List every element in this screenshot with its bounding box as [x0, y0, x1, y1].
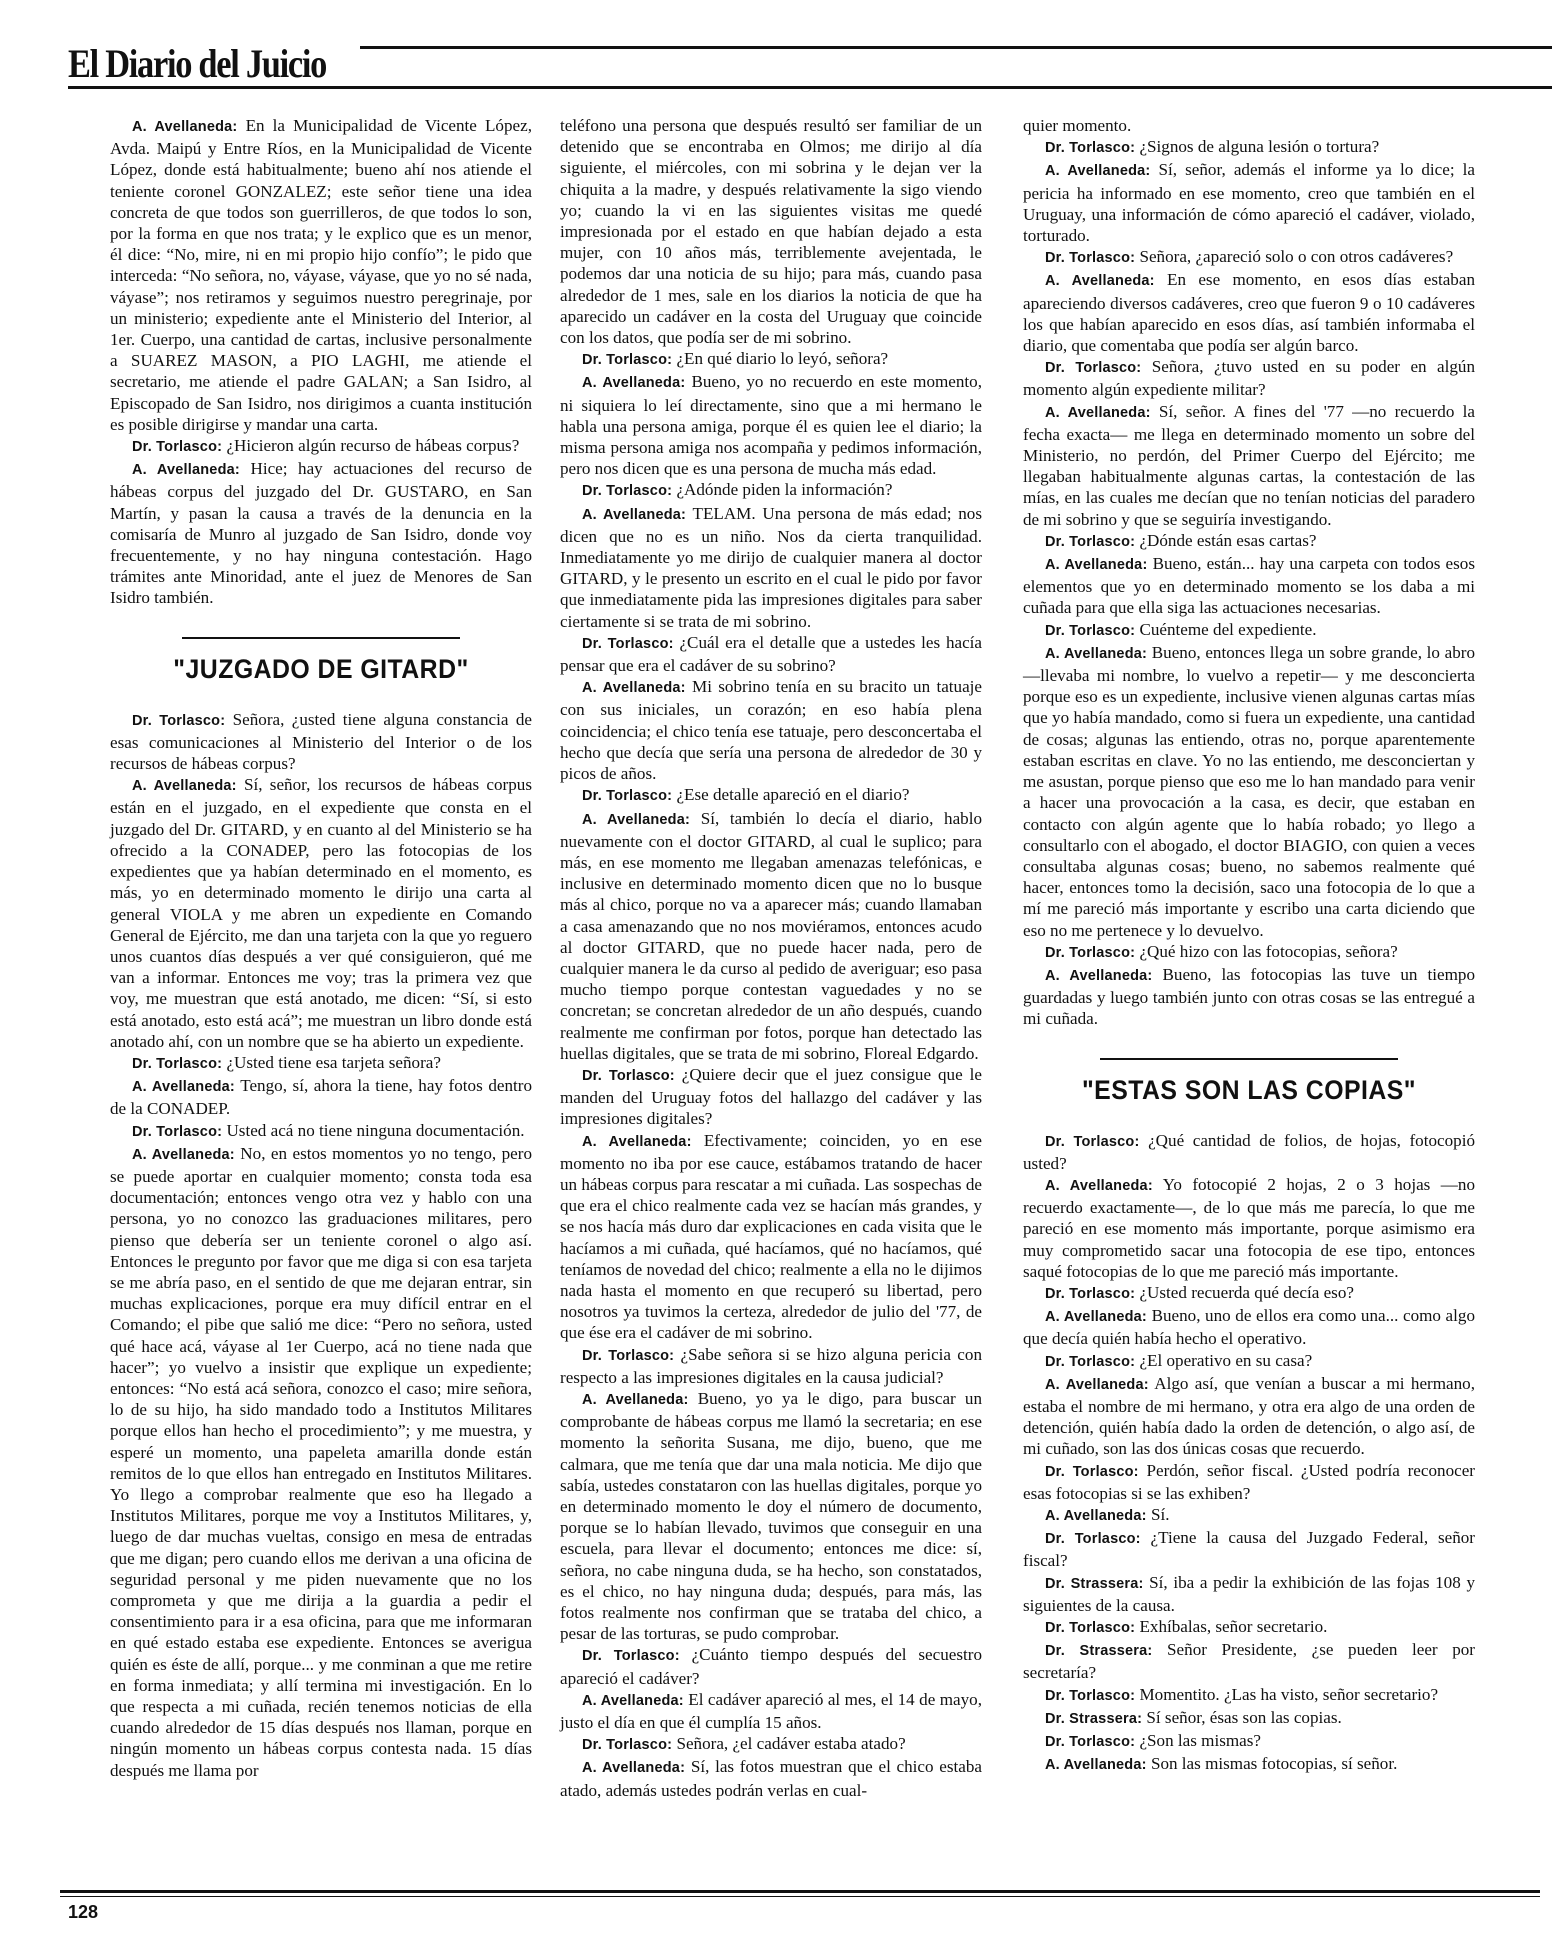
transcript-paragraph	[1023, 1130, 1475, 1174]
speaker-label: Dr. Torlasco:	[1045, 1620, 1136, 1636]
transcript-paragraph	[1023, 136, 1475, 159]
speaker-label: Dr. Torlasco:	[1045, 1687, 1136, 1704]
transcript-paragraph	[560, 1064, 982, 1130]
speaker-label: Dr. Torlasco:	[1045, 1133, 1140, 1150]
masthead-rule-top	[360, 46, 1552, 49]
transcript-paragraph	[110, 1120, 532, 1143]
paragraph-text: ¿Usted tiene esa tarjeta señora?	[226, 1052, 441, 1072]
paragraph-text: ¿Cuánto tiempo después del secuestro apareció el cadáver?	[560, 1645, 982, 1688]
paragraph-text: Usted acá no tiene ninguna documentación.	[226, 1120, 525, 1140]
column-3	[1023, 115, 1475, 1776]
transcript-paragraph	[560, 479, 982, 502]
page-number: 128	[68, 1902, 99, 1922]
speaker-label: Dr. Torlasco:	[582, 1648, 680, 1665]
paragraph-text: Sí, iba a pedir la exhibición de las fojas 108 y siguientes de la causa.	[1023, 1572, 1475, 1615]
speaker-label: A. Avellaneda:	[582, 680, 686, 697]
transcript-paragraph	[560, 808, 982, 1064]
transcript-paragraph	[560, 503, 982, 632]
paragraph-text: ¿Qué cantidad de folios, de hojas, fotocopió usted?	[1023, 1130, 1475, 1173]
speaker-label: Dr. Torlasco:	[132, 1055, 223, 1072]
speaker-label: A. Avellaneda:	[1045, 1507, 1147, 1524]
paragraph-text: Bueno, yo no recuerdo en este momento, ni siquiera lo leí directamente, sino que a mi hermano le habla una persona amiga, porque él es quien lee el diario; la misma persona amiga nos acompaña y pedimos información, pero nos dicen que es una persona de mucha más edad.	[560, 372, 982, 479]
speaker-label: Dr. Torlasco:	[1045, 533, 1136, 550]
paragraph-text: teléfono una persona que después resultó ser familiar de un detenido que se encontraba en Olmos; me dirijo al día siguiente, el miércoles, con mi sobrina y le dejan ver la chiquita a la madre, y después relativamente la sigo viendo yo; cuando la vi en las siguientes visitas me quedé impresionada por el estado en que habían dejado a esta mujer, con 10 años más, terriblemente avejentada, le podemos dar una noticia de su hijo; para más, cuando pasa alrededor de 1 mes, sale en los diarios la noticia de que ha aparecido un cadáver en la costa del Uruguay que coincide con los datos, que podía ser de mi sobrino.	[560, 116, 982, 348]
transcript-paragraph	[110, 774, 532, 1052]
speaker-label: Dr. Torlasco:	[582, 788, 673, 805]
speaker-label: Dr. Torlasco:	[132, 1123, 223, 1140]
paragraph-text: ¿Adónde piden la información?	[676, 480, 893, 500]
speaker-label: Dr. Torlasco:	[1045, 622, 1136, 639]
speaker-label: Dr. Torlasco:	[1045, 1285, 1136, 1302]
transcript-paragraph	[1023, 553, 1475, 619]
transcript-paragraph	[560, 1644, 982, 1688]
transcript-paragraph	[560, 1388, 982, 1644]
transcript-paragraph	[1023, 1282, 1475, 1305]
paragraph-text: ¿Ese detalle apareció en el diario?	[676, 785, 910, 805]
paragraph-text: Cuénteme del expediente.	[1139, 619, 1317, 639]
masthead	[68, 40, 1552, 88]
speaker-label: A. Avellaneda:	[582, 1760, 686, 1777]
paragraph-text: Bueno, uno de ellos era como una... como algo que decía quién había hecho el operativo.	[1023, 1306, 1475, 1349]
paragraph-text: En la Municipalidad de Vicente López, Avda. Maipú y Entre Ríos, en la Municipalidad de Vicente López, donde está habitualmente; bueno ahí nos atiende el teniente coronel GONZALEZ; este señor tiene una idea concreta de que todos son guerrilleros, de que todos lo son, por la forma en que nos trata; y le explico que es un menor, él dice: “No, mire, ni en mi propio hijo confío”; le pido que interceda: “No señora, no, váyase, váyase, que yo no sé nada, váyase”; nos retiramos y seguimos nuestro peregrinaje, por un ministerio; expediente ante el Ministerio del Interior, al 1er. Cuerpo, una cantidad de cartas, inclusive personalmente a SUAREZ MASON, a PIO LAGHI, me atiende el secretario, me atiende el padre GALAN; a San Isidro, al Episcopado de San Isidro, nos dirigimos a cuanta institución es posible dirigirse y mandar una carta.	[110, 116, 532, 434]
transcript-paragraph	[1023, 269, 1475, 356]
transcript-paragraph	[560, 1344, 982, 1388]
speaker-label: Dr. Strassera:	[1045, 1643, 1153, 1660]
speaker-label: A. Avellaneda:	[132, 1079, 235, 1096]
paragraph-text: ¿Hicieron algún recurso de hábeas corpus?	[226, 436, 520, 456]
paragraph-text: Señora, ¿tuvo usted en su poder en algún momento algún expediente militar?	[1023, 357, 1475, 400]
masthead-title: El Diario del Juicio	[68, 41, 326, 86]
paragraph-text: Tengo, sí, ahora la tiene, hay fotos dentro de la CONADEP.	[110, 1076, 532, 1119]
speaker-label: A. Avellaneda:	[1045, 163, 1151, 180]
transcript-paragraph	[110, 1143, 532, 1781]
paragraph-text: quier momento.	[1023, 116, 1132, 135]
speaker-label: A. Avellaneda:	[582, 1133, 692, 1150]
paragraph-text: Señora, ¿usted tiene alguna constancia de esas comunicaciones al Ministerio del Interior o de los recursos de hábeas corpus?	[110, 709, 532, 774]
section-divider	[1100, 1058, 1398, 1060]
transcript-paragraph	[1023, 530, 1475, 553]
transcript-paragraph	[110, 458, 532, 608]
transcript-paragraph	[1023, 1504, 1475, 1527]
transcript-paragraph	[1023, 1350, 1475, 1373]
paragraph-text: Efectivamente; coinciden, yo en ese momento no iba por ese cauce, estábamos tratando de hacer un hábeas corpus para rescatar a mi cuñada. Las sospechas de que era el chico realmente cada vez se hacían más grandes, y se nos hacía más duro dar explicaciones en cada visita que le hacíamos a mi cuñada, qué hacíamos, qué no hacíamos, qué teníamos de novedad del chico; realmente a ella no le dijimos nada hasta el momento en que recuperó su libertad, pero nosotros ya tuvimos la certeza, alrededor de julio del '77, de que ése era el cadáver de mi sobrino.	[560, 1130, 982, 1343]
paragraph-text: Bueno, yo ya le digo, para buscar un comprobante de hábeas corpus me llamó la secretaria; en ese momento la señorita Susana, me dijo, bueno, que me calmara, que me tenía que dar una mala noticia. Me dijo que sabía, ustedes constataron con las huellas digitales, porque yo en determinado momento le doy el número de documento, porque se lo habían llevado, tuvimos que conseguir en una escuela, para llevar el documento; entonces me dice: sí, señora, no cabe ninguna duda, se ha hecho, son constatados, es el chico, no hay ninguna duda; después, para más, las fotos realmente nos confirman que se trataba del chico, a pesar de las torturas, se pudo comprobar.	[560, 1388, 982, 1644]
paragraph-text: ¿Usted recuerda qué decía eso?	[1139, 1282, 1354, 1302]
section-heading: "ESTAS SON LAS COPIAS"	[1081, 1074, 1417, 1105]
transcript-paragraph	[1023, 246, 1475, 269]
transcript-paragraph	[110, 435, 532, 458]
speaker-label: Dr. Torlasco:	[1045, 250, 1136, 267]
speaker-label: Dr. Torlasco:	[582, 483, 673, 500]
speaker-label: A. Avellaneda:	[582, 811, 691, 828]
transcript-paragraph	[1023, 1639, 1475, 1683]
paragraph-text: El cadáver apareció al mes, el 14 de mayo, justo el día en que él cumplía 15 años.	[560, 1689, 982, 1733]
transcript-paragraph	[1023, 1753, 1475, 1776]
speaker-label: A. Avellaneda:	[1045, 1757, 1147, 1774]
speaker-label: A. Avellaneda:	[1045, 1309, 1147, 1326]
paragraph-text: ¿Quiere decir que el juez consigue que le manden del Uruguay fotos del hallazgo del cadáver y las impresiones digitales?	[560, 1064, 982, 1129]
speaker-label: A. Avellaneda:	[1045, 1177, 1153, 1194]
transcript-paragraph	[1023, 1305, 1475, 1349]
transcript-paragraph	[560, 1756, 982, 1800]
transcript-paragraph	[1023, 1174, 1475, 1282]
speaker-label: A. Avellaneda:	[132, 778, 237, 795]
transcript-paragraph	[1023, 941, 1475, 964]
transcript-paragraph	[560, 784, 982, 807]
paragraph-text: Sí, las fotos muestran que el chico estaba atado, además ustedes podrán verlas en cual-	[560, 1757, 982, 1800]
paragraph-text: Sí señor, ésas son las copias.	[1146, 1707, 1342, 1727]
paragraph-text: Son las mismas fotocopias, sí señor.	[1150, 1754, 1398, 1774]
speaker-label: Dr. Torlasco:	[1045, 1531, 1141, 1548]
speaker-label: Dr. Torlasco:	[582, 1067, 675, 1084]
speaker-label: A. Avellaneda:	[132, 1146, 235, 1163]
speaker-label: A. Avellaneda:	[1045, 645, 1148, 662]
speaker-label: Dr. Torlasco:	[132, 439, 223, 456]
column-1	[110, 115, 532, 1781]
speaker-label: A. Avellaneda:	[582, 1391, 689, 1408]
paragraph-text: Sí.	[1150, 1504, 1170, 1524]
speaker-label: A. Avellaneda:	[132, 462, 240, 479]
paragraph-text: Bueno, están... hay una carpeta con todos esos elementos que yo en determinado momento se los daba a mi cuñada para que ella siga las actuaciones necesarias.	[1023, 554, 1475, 618]
transcript-paragraph	[560, 348, 982, 371]
speaker-label: A. Avellaneda:	[1045, 404, 1151, 421]
column-2	[560, 115, 982, 1801]
masthead-rule-bottom	[68, 86, 1552, 89]
paragraph-text: Sí, también lo decía el diario, hablo nuevamente con el doctor GITARD, al cual le suplico; para más, en ese momento me llegaban amenazas telefónicas, e inclusive en determinado momento dicen que no lo busque más al chico, porque no va a aparecer más; cuando llamaban a casa amenazando que no nos moviéramos, entonces acudo al doctor GITARD, que no puede hacer nada, pero de cualquier manera le da curso al pedido de averiguar; eso pasa mucho tiempo porque contestan vaguedades y no se concretan; se concretan alrededor de un año después, cuando realmente me confirman por fotos, porque han detectado las huellas digitales, que se trata de mi sobrino, Floreal Edgardo.	[560, 808, 982, 1063]
speaker-label: A. Avellaneda:	[1045, 967, 1153, 984]
transcript-paragraph	[1023, 115, 1475, 136]
transcript-paragraph	[560, 371, 982, 479]
paragraph-text: TELAM. Una persona de más edad; nos dicen que no es un niño. Nos da cierta tranquilidad. Inmediatamente yo me dirijo de cualquier manera al doctor GITARD, y le presento un escrito en el cual le pido por favor que inmediatamente pida las impresiones digitales para saber ciertamente si se trata de mi sobrino.	[560, 503, 982, 631]
paragraph-text: Señora, ¿apareció solo o con otros cadáveres?	[1139, 247, 1454, 267]
paragraph-text: Sí, señor. A fines del '77 —no recuerdo la fecha exacta— me llega en determinado momento un sobre del Ministerio, no perdón, del Primer Cuerpo del Ejército; me llegaban habitualmente algunas cartas, la contestación de las mías, en las cuales me decían que no tenían noticias del paradero de mi sobrino y que se seguiría investigando.	[1023, 401, 1475, 529]
paragraph-text: Hice; hay actuaciones del recurso de hábeas corpus del juzgado del Dr. GUSTARO, en San Martín, y pasan la causa a través de la denuncia en la comisaría de Munro al juzgado de San Isidro, donde voy frecuentemente, y no hay ninguna contestación. Hago trámites ante Minoridad, ante el juez de Menores de San Isidro también.	[110, 459, 532, 608]
paragraph-text: Perdón, señor fiscal. ¿Usted podría reconocer esas fotocopias si se las exhiben?	[1023, 1460, 1475, 1503]
speaker-label: A. Avellaneda:	[582, 375, 686, 392]
paragraph-text: ¿Qué hizo con las fotocopias, señora?	[1139, 941, 1398, 961]
transcript-paragraph	[1023, 1616, 1475, 1639]
paragraph-text: Yo fotocopié 2 hojas, 2 o 3 hojas —no recuerdo exactamente—, de lo que más me parecía, lo que me pareció en ese momento más importante, porque asimismo era muy comprometido sacar una fotocopia de ese tipo, entonces saqué fotocopias de lo que me pareció más importante.	[1023, 1174, 1475, 1281]
section-heading: "JUZGADO DE GITARD"	[173, 653, 469, 684]
paragraph-text: ¿Signos de alguna lesión o tortura?	[1139, 137, 1380, 157]
speaker-label: A. Avellaneda:	[582, 1692, 684, 1709]
paragraph-text: ¿Tiene la causa del Juzgado Federal, señor fiscal?	[1023, 1528, 1475, 1571]
speaker-label: A. Avellaneda:	[132, 119, 238, 135]
speaker-label: Dr. Strassera:	[1045, 1575, 1144, 1592]
transcript-paragraph	[560, 115, 982, 348]
footer-rule-thin	[60, 1896, 1540, 1897]
speaker-label: A. Avellaneda:	[582, 506, 687, 523]
transcript-paragraph	[1023, 1527, 1475, 1571]
speaker-label: Dr. Torlasco:	[1045, 360, 1142, 377]
paragraph-text: No, en estos momentos yo no tengo, pero se puede aportar en cualquier momento; consta toda esa documentación; entonces vengo otra vez y hablo con una persona, yo no conozco las graduaciones militares, pero pienso que debería ser un teniente coronel o algo así. Entonces le pregunto por favor que me diga si con esa tarjeta se me abría paso, en el sentido de que me dejaran entrar, sin muchas explicaciones, porque era muy difícil entrar en el Comando; el pibe que salió me dice: “Pero no señora, usted qué hace acá, váyase al 1er Cuerpo, acá no tiene nada que hacer”; yo vuelvo a insistir que explique un expediente; entonces: “No está acá señora, conozco el caso; mire señora, lo de su hijo, ha sido mandado todo a Institutos Militares porque ellos han hecho el procedimiento”; y me muestra, y esperé un momento, una papeleta amarilla donde están remitos de lo que ellos han entregado en Institutos Militares. Yo llego a comprobar realmente que eso ha llegado a Institutos Militares, porque me voy a Institutos Militares, y, luego de dar muchas vueltas, consigo en mesa de entradas que me digan; pero cuando ellos me derivan a una oficina de seguridad personal y me piden nuevamente que no los comprometa y que me dirija a la guardia a pedir el consentimiento para ir a esa oficina, para que me informaran en qué estado estaba ese expediente. Entonces se averigua quién es éste de allí, porque... y me conminan a que me retire en forma inmediata; y allí termina mi investigación. En lo que respecta a mi cuñada, recién tenemos noticias de ella cuando alrededor de 15 días después nos llaman, porque en ningún momento un hábeas corpus contesta nada. 15 días después me llama por	[110, 1143, 532, 1780]
transcript-paragraph	[1023, 356, 1475, 400]
speaker-label: Dr. Torlasco:	[582, 1737, 673, 1754]
transcript-paragraph	[1023, 159, 1475, 246]
transcript-paragraph	[560, 632, 982, 676]
speaker-label: Dr. Torlasco:	[1045, 1353, 1136, 1370]
paragraph-text: ¿En qué diario lo leyó, señora?	[676, 349, 889, 369]
transcript-paragraph	[1023, 964, 1475, 1030]
speaker-label: Dr. Torlasco:	[582, 635, 674, 652]
transcript-paragraph	[1023, 642, 1475, 941]
transcript-paragraph	[560, 1733, 982, 1756]
paragraph-text: ¿Sabe señora si se hizo alguna pericia con respecto a las impresiones digitales en la causa judicial?	[560, 1344, 982, 1387]
paragraph-text: Sí, señor, los recursos de hábeas corpus están en el juzgado, en el expediente que consta en el juzgado del Dr. GITARD, y en cuanto al del Ministerio se ha ofrecido a la CONADEP, pero las fotocopias de los expedientes que ya habían determinado en el momento, es más, yo en determinado momento le dirijo una carta al general VIOLA y me abren un expediente en Comando General de Ejército, me dan una tarjeta con la que yo reguero unos cuantos días después a ver qué consiguieron, qué me van a informar. Entonces me voy; tras la primera vez que voy, me muestran que está anotado, me dicen: “Sí, si esto está anotado, esto está acá”; me muestran un libro donde está anotado ahí, con un nombre que se ha abierto un expediente.	[110, 775, 532, 1051]
transcript-paragraph	[560, 1130, 982, 1344]
transcript-paragraph	[560, 1689, 982, 1733]
section-heading-block	[1023, 1058, 1475, 1106]
section-divider	[182, 637, 461, 639]
paragraph-text: Exhíbalas, señor secretario.	[1139, 1617, 1328, 1636]
transcript-paragraph	[110, 1052, 532, 1075]
transcript-paragraph	[1023, 1460, 1475, 1504]
speaker-label: Dr. Torlasco:	[1045, 944, 1136, 961]
speaker-label: Dr. Torlasco:	[582, 352, 673, 369]
paragraph-text: Bueno, entonces llega un sobre grande, lo abro —llevaba mi nombre, lo vuelvo a repetir— y me desconcierta porque eso es un expediente, inclusive vienen algunas cartas mías que yo había mandado, como si fuera un expediente, una cantidad de cosas; algunas las entiendo, otras no, porque aparentemente estaban escritas en clave. Yo no las entiendo, me desconciertan y me asustan, porque pienso que eso me lo han mandado para venir a hacer una provocación a la casa, es decir, que estaban en contacto con algún agente que lo había robado; yo llego a consultarlo con el abogado, el doctor BIAGIO, con quien a veces consultaba algunas cosas; bueno, no sabemos realmente qué hacer, entonces tomo la decisión, saco una fotocopia de lo que a mí me pareció más importante y escribo una carta diciendo que eso no me pertenece y lo devuelvo.	[1023, 642, 1475, 940]
transcript-paragraph	[1023, 1730, 1475, 1753]
transcript-paragraph	[1023, 619, 1475, 642]
speaker-label: Dr. Torlasco:	[1045, 1463, 1139, 1480]
transcript-paragraph	[110, 1075, 532, 1119]
paragraph-text: En ese momento, en esos días estaban apareciendo diversos cadáveres, creo que fueron 9 o 10 cadáveres los que habían aparecido en esos días, así también informaba el diario, que comentaba que podía ser algún barco.	[1023, 270, 1475, 356]
transcript-paragraph	[560, 676, 982, 784]
speaker-label: A. Avellaneda:	[1045, 273, 1155, 290]
footer-rule	[60, 1890, 1540, 1893]
paragraph-text: Mi sobrino tenía en su bracito un tatuaje con sus iniciales, un corazón; en eso había plena coincidencia; el chico tenía ese tatuaje, pero desconcertaba el hecho que decía que sería una persona de alrededor de 30 y picos de años.	[560, 677, 982, 784]
paragraph-text: Señora, ¿el cadáver estaba atado?	[676, 1734, 906, 1754]
speaker-label: Dr. Strassera:	[1045, 1710, 1143, 1727]
transcript-paragraph	[110, 709, 532, 775]
transcript-paragraph	[1023, 1572, 1475, 1616]
speaker-label: A. Avellaneda:	[1045, 557, 1148, 574]
speaker-label: Dr. Torlasco:	[1045, 1734, 1136, 1751]
paragraph-text: Bueno, las fotocopias las tuve un tiempo guardadas y luego también junto con otras cosas se las entregué a mi cuñada.	[1023, 964, 1475, 1029]
paragraph-text: ¿El operativo en su casa?	[1139, 1350, 1313, 1370]
paragraph-text: Sí, señor, además el informe ya lo dice; la pericia ha informado en ese momento, creo que también en el Uruguay, una información de cómo apareció el cadáver, violado, torturado.	[1023, 160, 1475, 246]
transcript-paragraph	[110, 115, 532, 435]
paragraph-text: Señor Presidente, ¿se pueden leer por secretaría?	[1023, 1640, 1475, 1683]
transcript-paragraph	[1023, 1373, 1475, 1460]
speaker-label: A. Avellaneda:	[1045, 1376, 1149, 1393]
paragraph-text: Momentito. ¿Las ha visto, señor secretario?	[1139, 1684, 1439, 1704]
paragraph-text: ¿Dónde están esas cartas?	[1139, 530, 1317, 550]
speaker-label: Dr. Torlasco:	[582, 1347, 675, 1364]
transcript-paragraph	[1023, 1707, 1475, 1730]
transcript-paragraph	[1023, 401, 1475, 530]
section-heading-block	[110, 637, 532, 685]
speaker-label: Dr. Torlasco:	[1045, 140, 1136, 157]
paragraph-text: ¿Son las mismas?	[1139, 1731, 1261, 1751]
paragraph-text: ¿Cuál era el detalle que a ustedes les hacía pensar que era el cadáver de su sobrino?	[560, 632, 982, 676]
paragraph-text: Algo así, que venían a buscar a mi hermano, estaba el nombre de mi hermano, y otra era algo de una orden de detención, quién había dado la orden de detención, o algo así, de mi cuñado, son las dos únicas cosas que recuerdo.	[1023, 1373, 1475, 1459]
transcript-paragraph	[1023, 1684, 1475, 1707]
speaker-label: Dr. Torlasco:	[132, 712, 226, 729]
